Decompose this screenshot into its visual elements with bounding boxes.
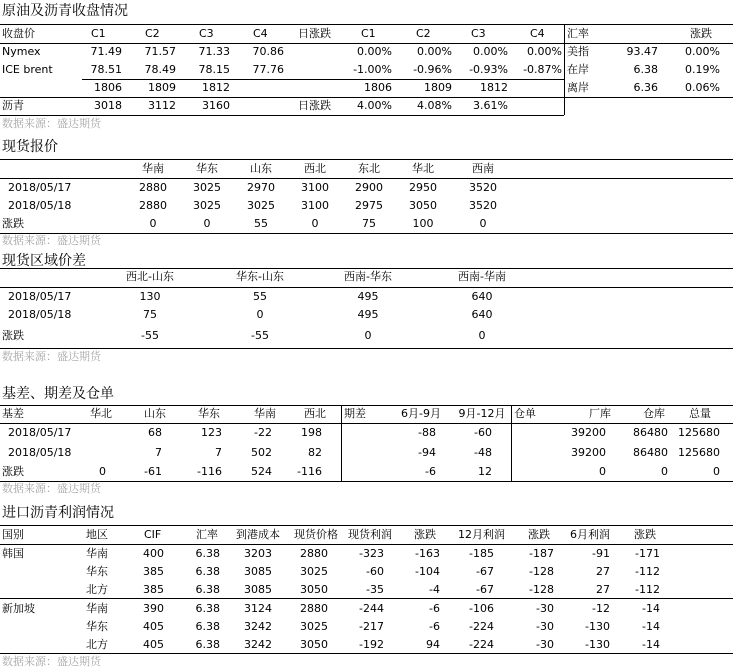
cell: 0 xyxy=(203,217,211,230)
cell: -192 xyxy=(359,638,384,651)
month-1812-chg: 1812 xyxy=(480,81,508,94)
country-label: 韩国 xyxy=(2,547,24,560)
cell: 6.38 xyxy=(195,638,220,651)
cell: 0 xyxy=(599,465,606,478)
cell: 6.38 xyxy=(195,602,220,615)
region-label: 北方 xyxy=(86,583,108,596)
header-region: 华南 xyxy=(142,162,164,175)
cell: 0.00% xyxy=(357,45,392,58)
header-region: 东北 xyxy=(358,162,380,175)
cell: -30 xyxy=(536,602,554,615)
cell: 3100 xyxy=(301,199,329,212)
header-cell: 总量 xyxy=(689,407,711,420)
header-cell: 期差 xyxy=(344,407,366,420)
row-label-nymex: Nymex xyxy=(2,45,41,58)
region-label: 华东 xyxy=(86,565,108,578)
cell: 400 xyxy=(143,547,164,560)
cell: 3203 xyxy=(244,547,272,560)
fx-value: 93.47 xyxy=(626,45,658,58)
country-label: 新加坡 xyxy=(2,602,35,615)
cell: -130 xyxy=(585,638,610,651)
header-spread: 华东-山东 xyxy=(236,270,284,283)
divider xyxy=(0,348,733,349)
header-cell: 华北 xyxy=(90,407,112,420)
cell: -1.00% xyxy=(353,63,392,76)
asphalt-daily-change-label: 日涨跌 xyxy=(298,99,331,112)
cell: 3085 xyxy=(244,565,272,578)
cell: -6 xyxy=(425,465,436,478)
section-title-regional-spread: 现货区域价差 xyxy=(2,253,86,269)
cell: 390 xyxy=(143,602,164,615)
cell: 7 xyxy=(155,446,162,459)
cell: -6 xyxy=(429,620,440,633)
cell: 71.33 xyxy=(198,45,230,58)
header-spread: 西南-华东 xyxy=(344,270,392,283)
header-cell: 涨跌 xyxy=(528,528,550,541)
header-cell: 6月-9月 xyxy=(401,407,441,420)
header-cell: 12月利润 xyxy=(458,528,505,541)
month-1806-chg: 1806 xyxy=(364,81,392,94)
cell: -116 xyxy=(297,465,322,478)
region-label: 华南 xyxy=(86,602,108,615)
data-source: 数据来源：盛达期货 xyxy=(2,655,101,668)
cell: -187 xyxy=(529,547,554,560)
cell: 2900 xyxy=(355,181,383,194)
cell: -4 xyxy=(429,583,440,596)
cell: 2880 xyxy=(300,602,328,615)
fx-label-usd-index: 美指 xyxy=(567,45,589,58)
cell: -22 xyxy=(254,426,272,439)
cell: 0 xyxy=(364,329,372,342)
cell: 0 xyxy=(479,217,487,230)
cell: -323 xyxy=(359,547,384,560)
cell: 3050 xyxy=(409,199,437,212)
cell: 78.49 xyxy=(144,63,176,76)
cell: -6 xyxy=(429,602,440,615)
header-chg-c1: C1 xyxy=(361,27,376,40)
header-c1: C1 xyxy=(91,27,106,40)
cell: 3025 xyxy=(193,199,221,212)
cell: 6.38 xyxy=(195,620,220,633)
cell: -224 xyxy=(469,620,494,633)
cell: 3520 xyxy=(469,199,497,212)
cell: 3025 xyxy=(193,181,221,194)
cell: 3100 xyxy=(301,181,329,194)
cell: 3160 xyxy=(202,99,230,112)
divider xyxy=(0,233,733,234)
header-cell: 华东 xyxy=(198,407,220,420)
cell: -0.96% xyxy=(413,63,452,76)
cell: 405 xyxy=(143,638,164,651)
fx-change: 0.19% xyxy=(685,63,720,76)
header-cell: 涨跌 xyxy=(634,528,656,541)
header-chg-c4: C4 xyxy=(530,27,545,40)
header-region: 华东 xyxy=(196,162,218,175)
cell: 495 xyxy=(357,290,379,303)
header-fx-change: 涨跌 xyxy=(690,27,712,40)
header-cell: 涨跌 xyxy=(414,528,436,541)
cell: 70.86 xyxy=(252,45,284,58)
cell: 524 xyxy=(251,465,272,478)
section-title-import-profit: 进口沥青利润情况 xyxy=(2,505,114,521)
data-source: 数据来源：盛达期货 xyxy=(2,234,101,247)
cell: 2880 xyxy=(139,199,167,212)
cell: 55 xyxy=(254,217,268,230)
cell: 55 xyxy=(253,290,267,303)
header-region: 山东 xyxy=(250,162,272,175)
fx-value: 6.36 xyxy=(633,81,658,94)
cell: -48 xyxy=(474,446,492,459)
cell: -94 xyxy=(418,446,436,459)
cell: 39200 xyxy=(571,446,606,459)
divider xyxy=(511,405,512,481)
header-cell: 仓单 xyxy=(514,407,536,420)
cell: 3050 xyxy=(300,638,328,651)
cell: 123 xyxy=(201,426,222,439)
cell: -67 xyxy=(476,583,494,596)
cell: -91 xyxy=(592,547,610,560)
row-label-asphalt: 沥青 xyxy=(2,99,24,112)
cell: 75 xyxy=(362,217,376,230)
cell: -116 xyxy=(197,465,222,478)
fx-label-offshore: 离岸 xyxy=(567,81,589,94)
cell: 2970 xyxy=(247,181,275,194)
cell: -60 xyxy=(366,565,384,578)
cell: -128 xyxy=(529,583,554,596)
fx-value: 6.38 xyxy=(633,63,658,76)
divider xyxy=(0,598,733,599)
header-cell: 现货价格 xyxy=(294,528,338,541)
header-cell: 9月-12月 xyxy=(458,407,506,420)
cell: 6.38 xyxy=(195,547,220,560)
data-source: 数据来源：盛达期货 xyxy=(2,117,101,130)
cell: -14 xyxy=(642,602,660,615)
cell: 3018 xyxy=(94,99,122,112)
cell: 94 xyxy=(426,638,440,651)
header-cell: 华南 xyxy=(254,407,276,420)
header-cell: 山东 xyxy=(144,407,166,420)
cell: -128 xyxy=(529,565,554,578)
divider xyxy=(0,481,733,482)
cell: 3520 xyxy=(469,181,497,194)
cell: 385 xyxy=(143,565,164,578)
cell: 4.00% xyxy=(357,99,392,112)
header-chg-c2: C2 xyxy=(416,27,431,40)
month-1806: 1806 xyxy=(94,81,122,94)
cell: 3242 xyxy=(244,638,272,651)
cell: 3050 xyxy=(300,583,328,596)
cell: 0 xyxy=(99,465,106,478)
header-c3: C3 xyxy=(199,27,214,40)
header-spread: 西南-华南 xyxy=(458,270,506,283)
cell: -55 xyxy=(251,329,269,342)
cell: 0 xyxy=(256,308,264,321)
cell: -61 xyxy=(144,465,162,478)
cell: 3242 xyxy=(244,620,272,633)
header-region: 西北 xyxy=(304,162,326,175)
section-title-spot-quotes: 现货报价 xyxy=(2,139,58,155)
divider xyxy=(564,25,565,115)
header-cell: 地区 xyxy=(86,528,108,541)
cell: 0 xyxy=(149,217,157,230)
cell: 27 xyxy=(596,565,610,578)
cell: 86480 xyxy=(633,426,668,439)
cell: 27 xyxy=(596,583,610,596)
header-fx: 汇率 xyxy=(567,27,589,40)
header-cell: CIF xyxy=(144,528,162,541)
divider xyxy=(341,405,342,481)
cell: 78.15 xyxy=(198,63,230,76)
cell: 0 xyxy=(311,217,319,230)
header-cell: 国别 xyxy=(2,528,24,541)
cell: 2950 xyxy=(409,181,437,194)
header-cell: 厂库 xyxy=(589,407,611,420)
row-date: 2018/05/17 xyxy=(8,290,72,303)
cell: -185 xyxy=(469,547,494,560)
month-1812: 1812 xyxy=(202,81,230,94)
header-cell: 基差 xyxy=(2,407,24,420)
fx-change: 0.00% xyxy=(685,45,720,58)
divider xyxy=(564,97,733,98)
header-spread: 西北-山东 xyxy=(126,270,174,283)
header-region: 华北 xyxy=(412,162,434,175)
cell: -224 xyxy=(469,638,494,651)
header-cell: 西北 xyxy=(304,407,326,420)
header-c4: C4 xyxy=(253,27,268,40)
row-date: 2018/05/17 xyxy=(8,181,72,194)
data-source: 数据来源：盛达期货 xyxy=(2,482,101,495)
fx-change: 0.06% xyxy=(685,81,720,94)
cell: 78.51 xyxy=(90,63,122,76)
cell: 7 xyxy=(215,446,222,459)
month-1809-chg: 1809 xyxy=(424,81,452,94)
row-label-change: 涨跌 xyxy=(2,465,24,478)
cell: 405 xyxy=(143,620,164,633)
cell: -104 xyxy=(415,565,440,578)
cell: 6.38 xyxy=(195,565,220,578)
region-label: 华南 xyxy=(86,547,108,560)
cell: -35 xyxy=(366,583,384,596)
region-label: 华东 xyxy=(86,620,108,633)
divider xyxy=(0,653,733,654)
cell: 75 xyxy=(143,308,157,321)
header-close-price: 收盘价 xyxy=(2,27,35,40)
cell: 0 xyxy=(478,329,486,342)
cell: -130 xyxy=(585,620,610,633)
cell: 198 xyxy=(301,426,322,439)
header-cell: 汇率 xyxy=(196,528,218,541)
cell: 3025 xyxy=(300,565,328,578)
cell: 3025 xyxy=(247,199,275,212)
header-cell: 现货利润 xyxy=(348,528,392,541)
region-label: 北方 xyxy=(86,638,108,651)
header-chg-c3: C3 xyxy=(471,27,486,40)
cell: 71.49 xyxy=(90,45,122,58)
header-c2: C2 xyxy=(145,27,160,40)
cell: -30 xyxy=(536,620,554,633)
cell: 82 xyxy=(308,446,322,459)
cell: 640 xyxy=(471,308,493,321)
cell: 3112 xyxy=(148,99,176,112)
fx-label-onshore: 在岸 xyxy=(567,63,589,76)
cell: -0.93% xyxy=(469,63,508,76)
header-cell: 仓库 xyxy=(643,407,665,420)
cell: 2975 xyxy=(355,199,383,212)
cell: 130 xyxy=(139,290,161,303)
row-date: 2018/05/18 xyxy=(8,308,72,321)
cell: -244 xyxy=(359,602,384,615)
cell: 3.61% xyxy=(473,99,508,112)
row-label-ice-brent: ICE brent xyxy=(2,63,53,76)
cell: -217 xyxy=(359,620,384,633)
header-cell: 到港成本 xyxy=(236,528,280,541)
cell: 100 xyxy=(412,217,434,230)
cell: 3025 xyxy=(300,620,328,633)
cell: -60 xyxy=(474,426,492,439)
cell: 502 xyxy=(251,446,272,459)
cell: 6.38 xyxy=(195,583,220,596)
cell: -67 xyxy=(476,565,494,578)
cell: -88 xyxy=(418,426,436,439)
cell: 125680 xyxy=(678,446,720,459)
cell: -14 xyxy=(642,620,660,633)
cell: 385 xyxy=(143,583,164,596)
cell: 640 xyxy=(471,290,493,303)
cell: 39200 xyxy=(571,426,606,439)
header-cell: 6月利润 xyxy=(570,528,610,541)
cell: 0.00% xyxy=(473,45,508,58)
cell: 495 xyxy=(357,308,379,321)
cell: -55 xyxy=(141,329,159,342)
section-title-crude-asphalt: 原油及沥青收盘情况 xyxy=(2,3,128,19)
cell: 0 xyxy=(661,465,668,478)
cell: -14 xyxy=(642,638,660,651)
cell: 0.00% xyxy=(417,45,452,58)
cell: 12 xyxy=(478,465,492,478)
row-date: 2018/05/17 xyxy=(8,426,72,439)
cell: 68 xyxy=(148,426,162,439)
cell: 125680 xyxy=(678,426,720,439)
section-title-basis-spread-warrants: 基差、期差及仓单 xyxy=(2,386,114,402)
row-label-change: 涨跌 xyxy=(2,329,24,342)
row-label-change: 涨跌 xyxy=(2,217,24,230)
header-region: 西南 xyxy=(472,162,494,175)
cell: 0 xyxy=(713,465,720,478)
cell: -171 xyxy=(635,547,660,560)
cell: -163 xyxy=(415,547,440,560)
cell: -12 xyxy=(592,602,610,615)
cell: 3085 xyxy=(244,583,272,596)
cell: -0.87% xyxy=(523,63,562,76)
cell: -112 xyxy=(635,565,660,578)
cell: -106 xyxy=(469,602,494,615)
data-source: 数据来源：盛达期货 xyxy=(2,350,101,363)
header-daily-change: 日涨跌 xyxy=(298,27,331,40)
month-1809: 1809 xyxy=(148,81,176,94)
cell: 77.76 xyxy=(252,63,284,76)
cell: -30 xyxy=(536,638,554,651)
cell: 2880 xyxy=(139,181,167,194)
cell: 0.00% xyxy=(527,45,562,58)
cell: 71.57 xyxy=(144,45,176,58)
row-date: 2018/05/18 xyxy=(8,199,72,212)
row-date: 2018/05/18 xyxy=(8,446,72,459)
cell: 2880 xyxy=(300,547,328,560)
cell: 3124 xyxy=(244,602,272,615)
cell: -112 xyxy=(635,583,660,596)
cell: 4.08% xyxy=(417,99,452,112)
cell: 86480 xyxy=(633,446,668,459)
